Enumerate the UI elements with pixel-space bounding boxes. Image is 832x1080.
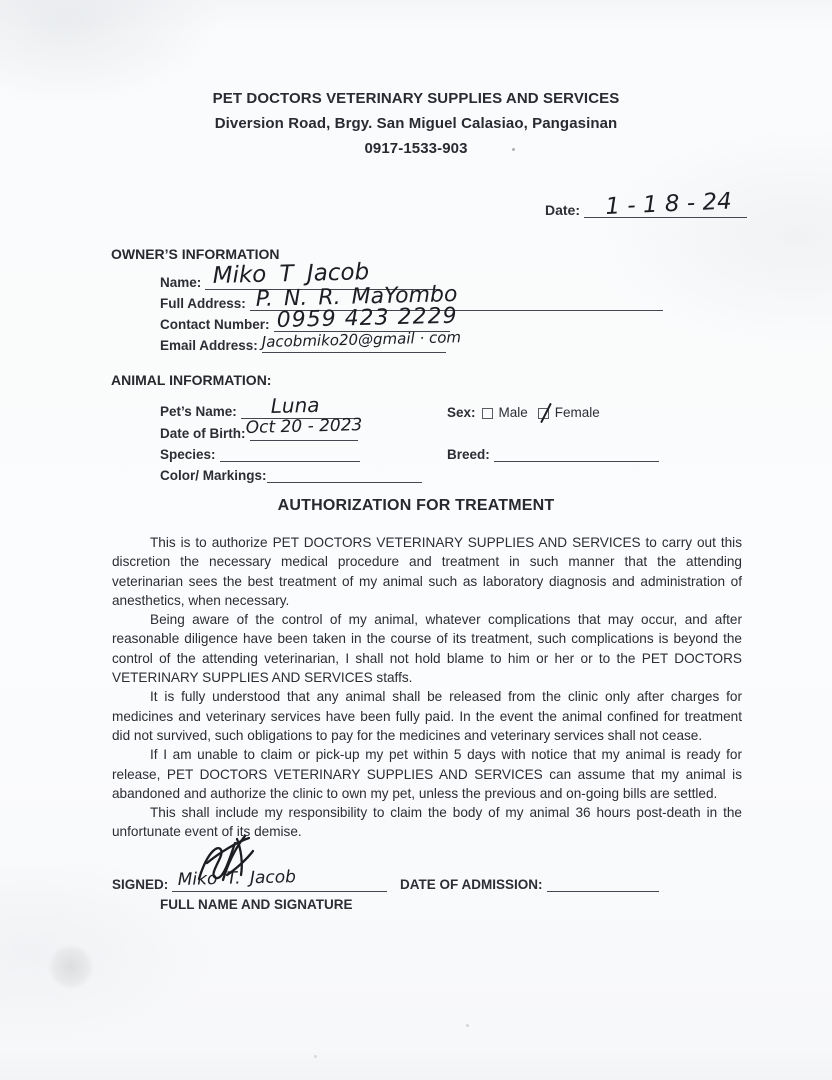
admission-date-field xyxy=(400,876,659,892)
date-handwritten-value: 1 - 1 8 - 24 xyxy=(604,188,733,220)
owner-name-label: Name: xyxy=(160,275,202,290)
sex-label: Sex: xyxy=(447,405,476,420)
authorization-paragraph-1: This is to authorize PET DOCTORS VETERINARY SUPPLIES AND SERVICES to carry out this discretion the necessary medical procedure and treatment in such manner that the attending veterinarian sees the best treatment of my animal such as laboratory diagnosis and administration of anesthetics, when necessary. xyxy=(112,535,742,608)
female-checkbox xyxy=(538,408,549,419)
signed-label: SIGNED: xyxy=(112,877,169,892)
species-label: Species: xyxy=(160,447,216,462)
color-markings-label: Color/ Markings: xyxy=(160,468,267,483)
female-option-label: Female xyxy=(554,405,600,420)
authorization-title: AUTHORIZATION FOR TREATMENT xyxy=(277,497,555,514)
pet-name-handwritten-value: Luna xyxy=(270,392,320,418)
male-option-label: Male xyxy=(498,405,528,420)
owner-email-field xyxy=(160,328,462,353)
breed-label: Breed: xyxy=(447,447,490,462)
date-line xyxy=(584,188,747,220)
clinic-header xyxy=(0,86,832,161)
species-field xyxy=(160,446,360,462)
owner-email-label: Email Address: xyxy=(160,338,258,353)
date-label: Date: xyxy=(545,202,581,218)
owner-email-line xyxy=(261,328,462,353)
admission-date-line xyxy=(547,876,659,892)
authorization-paragraph-5: This shall include my responsibility to claim the body of my animal 36 hours post-death in the unfortunate event of its demise. xyxy=(112,805,742,840)
color-markings-field xyxy=(160,467,422,483)
animal-section-title: ANIMAL INFORMATION: xyxy=(111,372,272,388)
female-check-mark xyxy=(540,403,552,424)
admission-date-label: DATE OF ADMISSION: xyxy=(400,877,543,892)
sex-field xyxy=(447,405,600,420)
date-field xyxy=(545,188,747,220)
signed-field xyxy=(112,867,387,892)
breed-line xyxy=(494,446,659,462)
species-line xyxy=(220,446,360,462)
owner-address-handwritten-value: P. N. R. MaYombo xyxy=(255,282,458,312)
signed-handwritten-value: Miko T. Jacob xyxy=(177,867,297,890)
owner-section-title: OWNER’S INFORMATION xyxy=(111,246,280,262)
breed-field xyxy=(447,446,659,462)
clinic-name: PET DOCTORS VETERINARY SUPPLIES AND SERVICES xyxy=(212,90,620,107)
signed-line xyxy=(172,867,387,892)
owner-contact-handwritten-value: 0959 423 2229 xyxy=(275,303,458,333)
dob-handwritten-value: Oct 20 - 2023 xyxy=(245,415,363,438)
owner-email-handwritten-value: Jacobmiko20@gmail · com xyxy=(261,328,462,351)
authorization-body xyxy=(112,533,742,842)
pet-name-label: Pet’s Name: xyxy=(160,404,237,419)
owner-name-handwritten-value: Miko T Jacob xyxy=(212,259,370,289)
signed-caption: FULL NAME AND SIGNATURE xyxy=(160,897,353,912)
dob-label: Date of Birth: xyxy=(160,426,246,441)
owner-address-label: Full Address: xyxy=(160,296,246,311)
authorization-paragraph-3: It is fully understood that any animal shall be released from the clinic only after charges for medicines and veterinary services have been fully paid. In the event the animal confined for treatment did not survived, such obligations to pay for the medicines and veterinary services shall not cease. xyxy=(112,689,742,743)
authorization-paragraph-2: Being aware of the control of my animal, whatever complications that may occur, and after reasonable diligence have been taken in the course of its treatment, such complications is beyond the control of the attending veterinarian, I shall not hold blame to him or her or to the PET DOCTORS VETERINARY SUPPLIES AND SERVICES staffs. xyxy=(112,612,742,686)
dob-line xyxy=(245,415,363,441)
color-markings-line xyxy=(267,467,422,483)
clinic-address: Diversion Road, Brgy. San Miguel Calasiao, Pangasinan xyxy=(214,115,618,132)
dob-field xyxy=(160,415,363,441)
authorization-paragraph-4: If I am unable to claim or pick-up my pet within 5 days with notice that my animal is ready for release, PET DOCTORS VETERINARY SUPPLIES AND SERVICES can assume that my animal is abandoned and authorize the clinic to own my pet, unless the previous and on-going bills are settled. xyxy=(112,747,742,801)
owner-contact-label: Contact Number: xyxy=(160,317,270,332)
male-checkbox xyxy=(482,408,493,419)
scan-speck xyxy=(512,148,515,151)
scan-speck xyxy=(314,1055,317,1058)
clinic-phone: 0917-1533-903 xyxy=(364,140,468,157)
scan-speck xyxy=(466,1024,469,1027)
scan-smudge xyxy=(48,945,94,989)
